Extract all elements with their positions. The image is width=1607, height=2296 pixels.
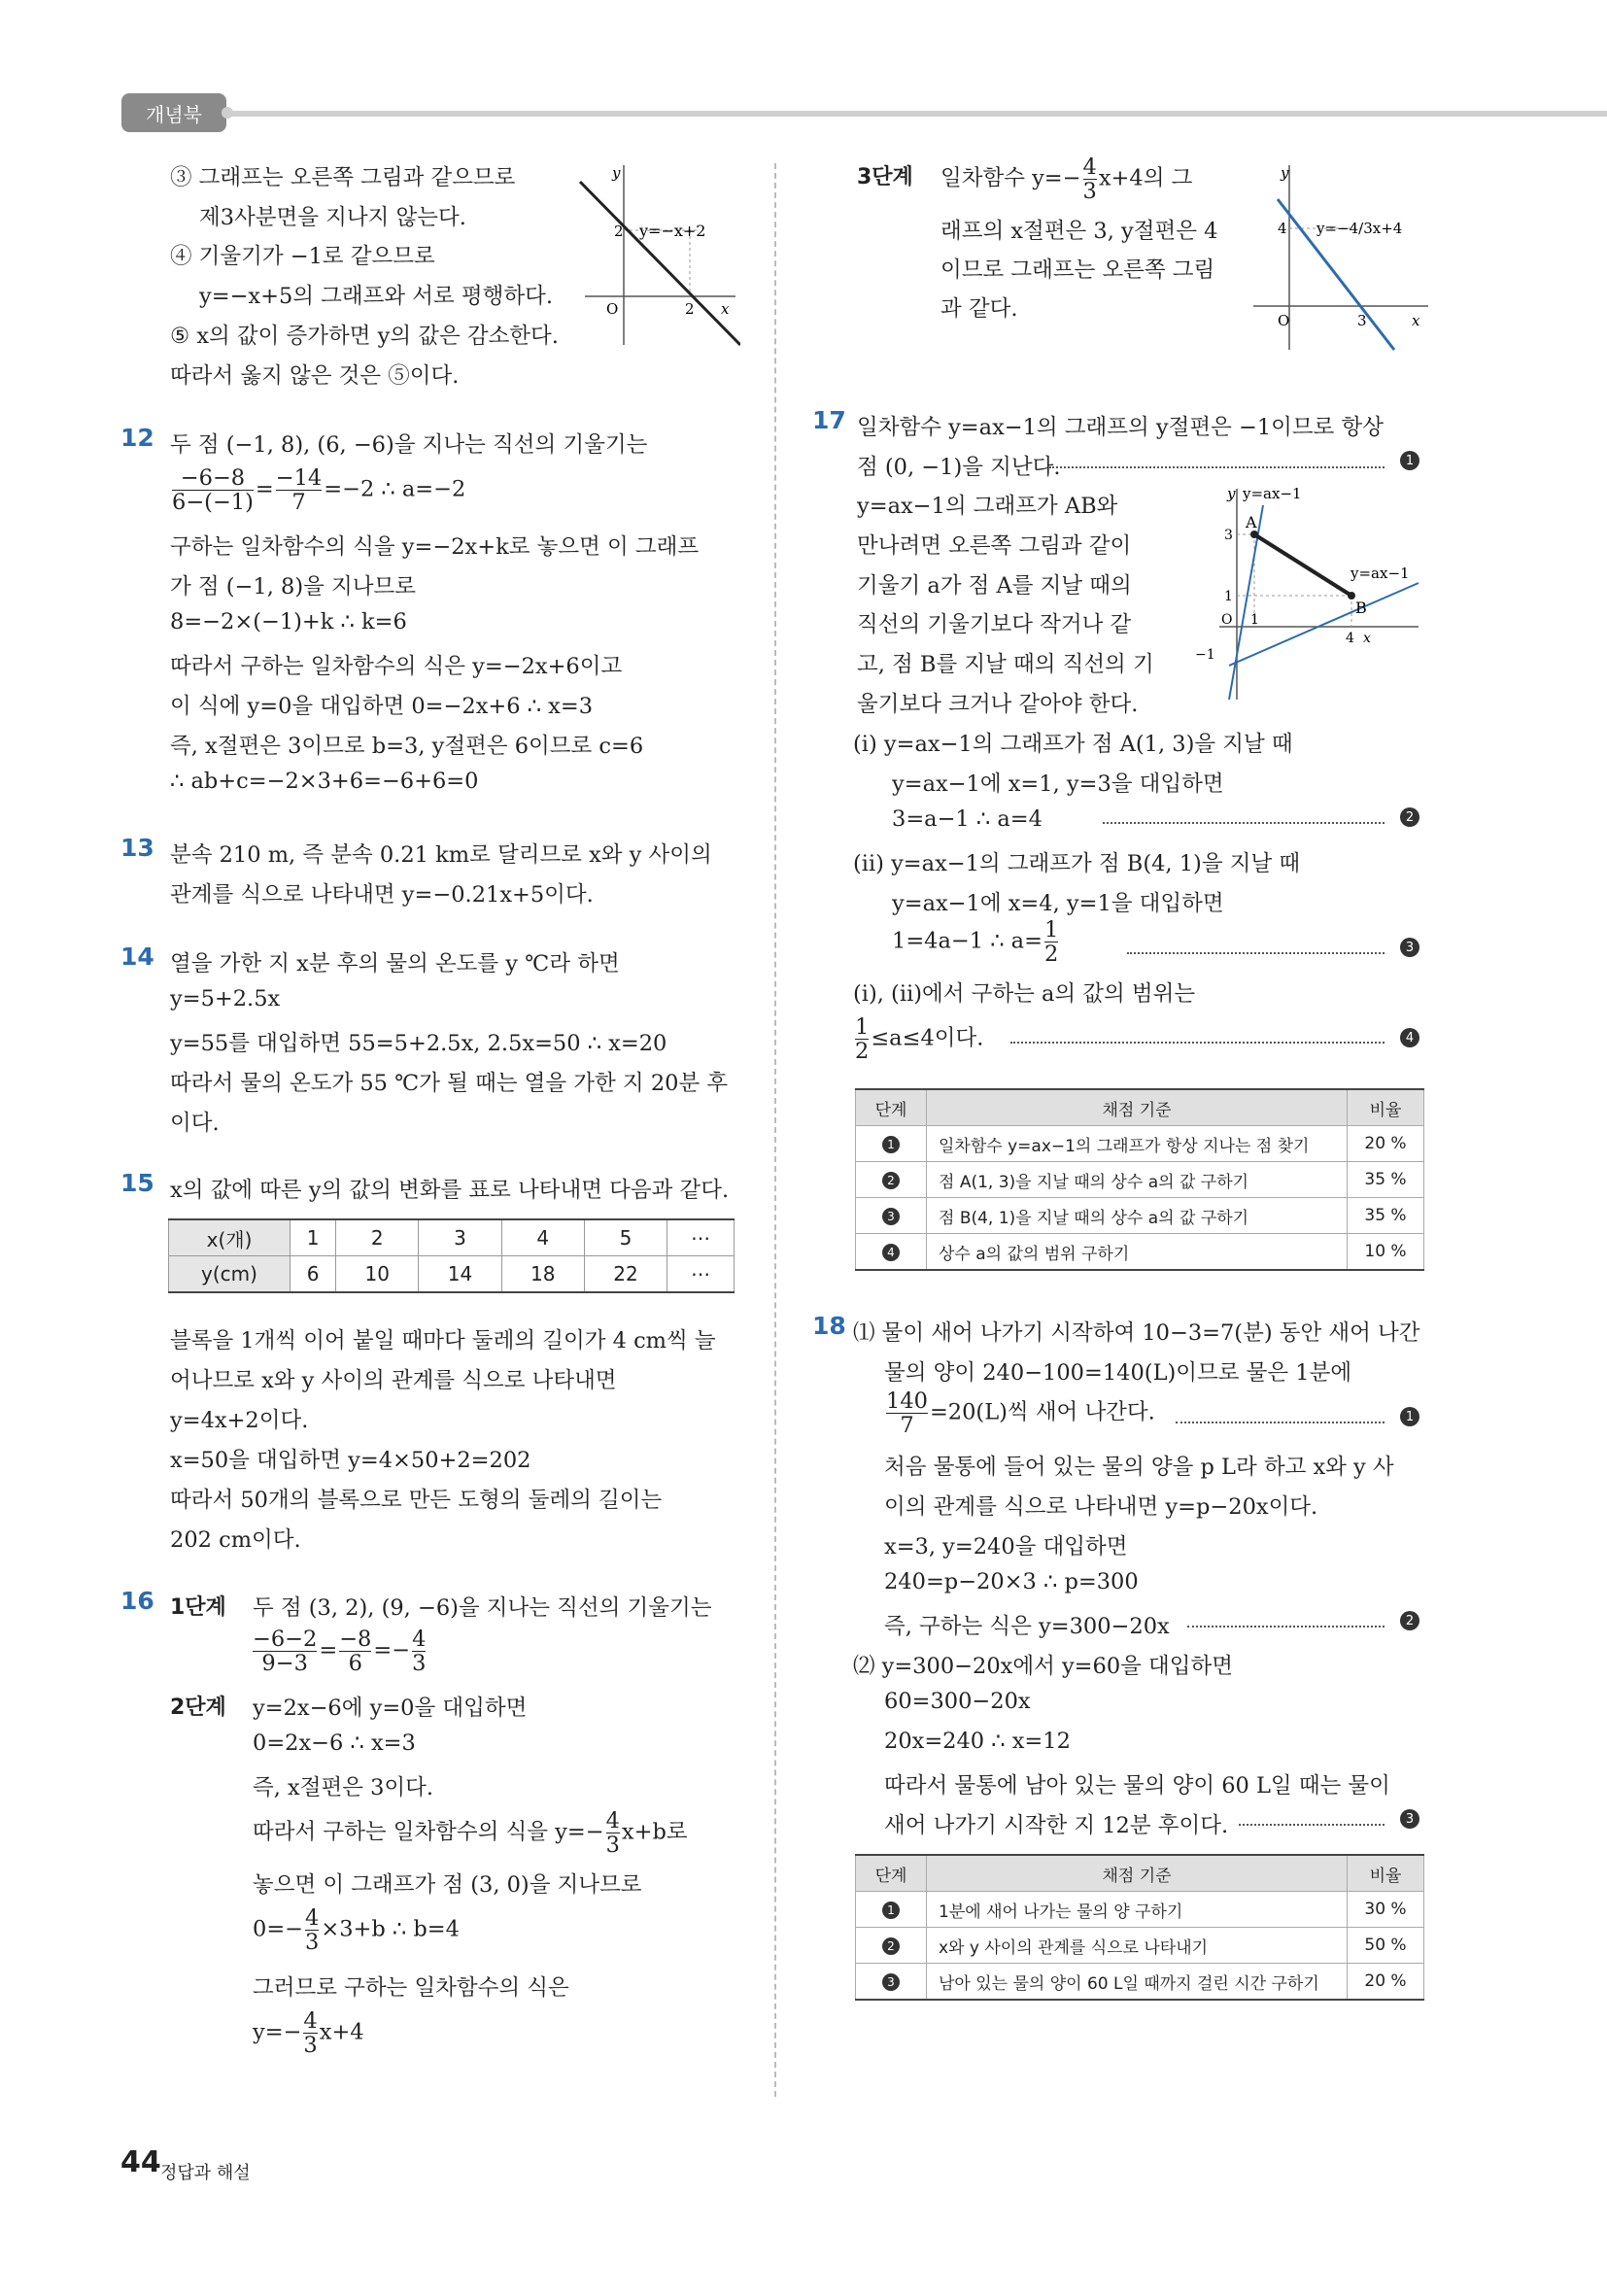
text-line: 60=300−20x <box>884 1689 1031 1714</box>
page-number: 44 <box>120 2145 161 2179</box>
fraction-line: $\frac{1}{2}$ ≤a≤4이다. <box>855 1014 984 1064</box>
table-cell: 20 % <box>1348 1126 1424 1162</box>
tick-2x: 2 <box>685 300 695 318</box>
tick-neg1: −1 <box>1195 647 1215 663</box>
text-line: ∴ ab+c=−2×3+6=−6+6=0 <box>170 769 479 794</box>
table-cell: ⋯ <box>667 1256 735 1293</box>
graph-q17 <box>1190 481 1428 704</box>
step-marker: 2 <box>882 1937 900 1955</box>
step-label: 2단계 <box>170 1696 226 1720</box>
text-line: 열을 가한 지 x분 후의 물의 온도를 y ℃라 하면 <box>170 951 620 977</box>
tick-1x: 1 <box>1250 612 1259 628</box>
text-line: 즉, 구하는 식은 y=300−20x <box>884 1614 1170 1639</box>
text-line: y=−x+5의 그래프와 서로 평행하다. <box>199 284 553 309</box>
table-header: 채점 기준 <box>927 1089 1348 1126</box>
text-line: 점 (0, −1)을 지난다. <box>857 455 1061 480</box>
table-header-row <box>856 1089 1424 1126</box>
value-table <box>168 1218 735 1293</box>
text-line: 과 같다. <box>940 296 1018 322</box>
text-line: 어나므로 x와 y 사이의 관계를 식으로 나타내면 <box>170 1368 617 1393</box>
table-cell: 50 % <box>1348 1928 1424 1964</box>
text-line: 8=−2×(−1)+k ∴ k=6 <box>170 609 407 634</box>
table-header-row <box>856 1855 1424 1892</box>
fraction-line: 일차함수 y=− $\frac{4}{3}$ x+4의 그 <box>940 154 1193 204</box>
step-marker: 2 <box>1400 807 1419 827</box>
line-label-a: y=ax−1 <box>1243 485 1302 502</box>
question-number: 18 <box>812 1312 846 1340</box>
text-line: 일차함수 y=ax−1의 그래프의 y절편은 −1이므로 항상 <box>857 415 1384 440</box>
section-tab: 개념북 <box>121 93 226 132</box>
text-line: x=50을 대입하면 y=4×50+2=202 <box>170 1448 531 1473</box>
text-line: y=ax−1에 x=1, y=3을 대입하면 <box>892 771 1224 797</box>
text-line: 가 점 (−1, 8)을 지나므로 <box>170 574 416 600</box>
fraction-line: $\frac{-6-2}{9-3}$ = $\frac{-8}{6}$ =− $\frac{4}{3}$ <box>253 1627 427 1676</box>
question-number: 12 <box>120 424 154 452</box>
question-number: 14 <box>120 942 154 971</box>
table-cell: 18 <box>501 1256 584 1293</box>
question-number: 13 <box>120 834 154 862</box>
table-row <box>856 1928 1424 1964</box>
table-cell: 10 % <box>1348 1234 1424 1271</box>
text-line: 따라서 구하는 일차함수의 식은 y=−2x+6이고 <box>170 654 623 679</box>
table-header: 비율 <box>1348 1855 1424 1892</box>
tick-2y: 2 <box>614 223 624 240</box>
axis-x-label: x <box>721 300 730 318</box>
table-cell: 22 <box>584 1256 667 1293</box>
table-header: 비율 <box>1348 1089 1424 1126</box>
table-cell: 점 B(4, 1)을 지날 때의 상수 a의 값 구하기 <box>927 1198 1348 1234</box>
scoring-table-q18 <box>855 1854 1424 2001</box>
table-cell: 상수 a의 값의 범위 구하기 <box>927 1234 1348 1271</box>
text-line: 이다. <box>170 1111 220 1136</box>
text-line: 만나려면 오른쪽 그림과 같이 <box>857 533 1132 559</box>
fraction-line: y=− $\frac{4}{3}$ x+4 <box>253 2008 364 2058</box>
line-label-b: y=ax−1 <box>1351 565 1410 582</box>
tick-1y: 1 <box>1224 589 1233 604</box>
table-cell: 3 <box>419 1219 501 1256</box>
fraction-line: 따라서 구하는 일차함수의 식을 y=− $\frac{4}{3}$ x+b로 <box>253 1808 688 1858</box>
text-line: x의 값에 따른 y의 값의 변화를 표로 나타내면 다음과 같다. <box>170 1178 730 1203</box>
text-line: 202 cm이다. <box>170 1527 301 1553</box>
table-row <box>856 1964 1424 2001</box>
text-line: ③ 그래프는 오른쪽 그림과 같으므로 <box>170 165 516 190</box>
tick-4y: 4 <box>1278 220 1287 237</box>
text-line: (ⅰ) y=ax−1의 그래프가 점 A(1, 3)을 지날 때 <box>853 732 1293 757</box>
tick-3x: 3 <box>1357 312 1367 329</box>
table-cell: 5 <box>584 1219 667 1256</box>
table-cell: 30 % <box>1348 1892 1424 1928</box>
text-line: y=5+2.5x <box>170 986 281 1011</box>
tick-3: 3 <box>1224 528 1233 543</box>
table-header: 단계 <box>856 1089 927 1126</box>
table-cell: 2 <box>336 1219 419 1256</box>
step-marker: 1 <box>1400 451 1419 470</box>
text-line: 블록을 1개씩 이어 붙일 때마다 둘레의 길이가 4 cm씩 늘 <box>170 1328 716 1354</box>
header-rule <box>225 111 1607 117</box>
text-line: 그러므로 구하는 일차함수의 식은 <box>253 1975 569 2001</box>
line-label: y=−4/3x+4 <box>1316 220 1403 237</box>
table-row <box>856 1198 1424 1234</box>
text-line: 따라서 물통에 남아 있는 물의 양이 60 L일 때는 물이 <box>884 1773 1390 1799</box>
axis-x-label: x <box>1363 631 1371 646</box>
text-line: 따라서 옳지 않은 것은 ⑤이다. <box>170 363 460 389</box>
text-line: 물의 양이 240−100=140(L)이므로 물은 1분에 <box>884 1360 1352 1386</box>
table-cell: 35 % <box>1348 1162 1424 1198</box>
step-marker: 1 <box>882 1902 900 1919</box>
leader-dots <box>1010 1042 1385 1044</box>
table-cell: 35 % <box>1348 1198 1424 1234</box>
step-marker: 2 <box>882 1172 900 1189</box>
text-line: 래프의 x절편은 3, y절편은 4 <box>940 219 1218 244</box>
table-row <box>169 1219 735 1256</box>
text-line: ④ 기울기가 −1로 같으므로 <box>170 244 435 269</box>
step-marker: 2 <box>1400 1611 1419 1630</box>
fraction-line: 1=4a−1 ∴ a= $\frac{1}{2}$ <box>892 917 1059 967</box>
text-line: 직선의 기울기보다 작거나 같 <box>857 612 1132 637</box>
step-marker: 3 <box>882 1208 900 1225</box>
text-line: ⑵ y=300−20x에서 y=60을 대입하면 <box>853 1654 1233 1679</box>
axis-y-label: y <box>1227 485 1236 502</box>
text-line: 기울기 a가 점 A를 지날 때의 <box>857 573 1132 599</box>
text-line: 고, 점 B를 지날 때의 직선의 기 <box>857 652 1154 677</box>
text-line: ⑴ 물이 새어 나가기 시작하여 10−3=7(분) 동안 새어 나간 <box>853 1320 1420 1346</box>
step-marker: 1 <box>882 1136 900 1153</box>
text-line: y=55를 대입하면 55=5+2.5x, 2.5x=50 ∴ x=20 <box>170 1031 667 1056</box>
table-cell: 10 <box>336 1256 419 1293</box>
column-divider <box>774 163 776 2097</box>
leader-dots <box>1187 1626 1385 1628</box>
table-cell: 6 <box>291 1256 336 1293</box>
origin-label: O <box>606 300 619 318</box>
table-cell: 점 A(1, 3)을 지날 때의 상수 a의 값 구하기 <box>927 1162 1348 1198</box>
text-line: 처음 물통에 들어 있는 물의 양을 p L라 하고 x와 y 사 <box>884 1455 1394 1480</box>
text-line: 20x=240 ∴ x=12 <box>884 1729 1071 1754</box>
text-line: 이 식에 y=0을 대입하면 0=−2x+6 ∴ x=3 <box>170 694 594 719</box>
table-cell: ⋯ <box>667 1219 735 1256</box>
text-line: y=4x+2이다. <box>170 1408 309 1433</box>
table-cell: x와 y 사이의 관계를 식으로 나타내기 <box>927 1928 1348 1964</box>
text-line: (ⅱ) y=ax−1의 그래프가 점 B(4, 1)을 지날 때 <box>853 851 1301 876</box>
text-line: 울기보다 크거나 같아야 한다. <box>857 692 1139 717</box>
leader-dots <box>1127 952 1385 954</box>
table-row <box>856 1234 1424 1271</box>
text-line: 따라서 물의 온도가 55 ℃가 될 때는 열을 가한 지 20분 후 <box>170 1071 729 1096</box>
table-header: 채점 기준 <box>927 1855 1348 1892</box>
table-header: 단계 <box>856 1855 927 1892</box>
step-marker: 1 <box>1400 1407 1419 1426</box>
text-line: 3=a−1 ∴ a=4 <box>892 806 1043 832</box>
table-header-cell: y(cm) <box>169 1256 291 1293</box>
table-row <box>856 1162 1424 1198</box>
tick-4x: 4 <box>1346 631 1354 646</box>
graph-q11 <box>575 160 740 355</box>
step-marker: 3 <box>1400 1809 1419 1829</box>
text-line: y=2x−6에 y=0을 대입하면 <box>253 1696 528 1721</box>
text-line: 구하는 일차함수의 식을 y=−2x+k로 놓으면 이 그래프 <box>170 534 700 560</box>
text-line: 놓으면 이 그래프가 점 (3, 0)을 지나므로 <box>253 1872 642 1898</box>
step-marker: 3 <box>882 1973 900 1991</box>
step-marker: 4 <box>882 1244 900 1261</box>
table-cell: 4 <box>501 1219 584 1256</box>
text-line: 새어 나가기 시작한 지 12분 후이다. <box>884 1813 1229 1838</box>
step-marker: 4 <box>1400 1028 1419 1047</box>
fraction: $\frac{-14}{7}$ <box>275 465 323 515</box>
table-header-cell: x(개) <box>169 1219 291 1256</box>
text-line: (ⅰ), (ⅱ)에서 구하는 a의 값의 범위는 <box>853 981 1196 1007</box>
fraction-line: 0=− $\frac{4}{3}$ ×3+b ∴ b=4 <box>253 1905 460 1955</box>
question-number: 17 <box>812 406 846 434</box>
leader-dots <box>1103 822 1385 824</box>
origin-label: O <box>1221 612 1233 628</box>
text-line: x=3, y=240을 대입하면 <box>884 1534 1128 1559</box>
text-line: 두 점 (3, 2), (9, −6)을 지나는 직선의 기울기는 <box>253 1595 712 1621</box>
text-line: 제3사분면을 지나지 않는다. <box>199 205 466 230</box>
text-line: 이므로 그래프는 오른쪽 그림 <box>940 257 1215 283</box>
origin-label: O <box>1278 312 1290 329</box>
table-cell: 남아 있는 물의 양이 60 L일 때까지 걸린 시간 구하기 <box>927 1964 1348 2001</box>
graph-q16 <box>1248 160 1433 355</box>
text-line: 240=p−20×3 ∴ p=300 <box>884 1569 1139 1594</box>
text-line: 분속 210 m, 즉 분속 0.21 km로 달리므로 x와 y 사이의 <box>170 842 712 868</box>
step-marker: 3 <box>1400 938 1419 957</box>
text-line: 즉, x절편은 3이므로 b=3, y절편은 6이므로 c=6 <box>170 734 644 759</box>
line-label: y=−x+2 <box>639 222 706 240</box>
text-line: 즉, x절편은 3이다. <box>253 1775 434 1800</box>
fraction-line: $\frac{-6-8}{6-(-1)}$ = $\frac{-14}{7}$ =−2 ∴ a=−2 <box>172 465 466 515</box>
table-cell: 20 % <box>1348 1964 1424 2001</box>
table-cell: 1분에 새어 나가는 물의 양 구하기 <box>927 1892 1348 1928</box>
text-line: y=ax−1의 그래프가 AB와 <box>857 494 1118 519</box>
table-cell: 1 <box>291 1219 336 1256</box>
step-label: 3단계 <box>857 165 913 189</box>
text-line: y=ax−1에 x=4, y=1을 대입하면 <box>892 891 1224 916</box>
point-a-label: A <box>1246 513 1257 531</box>
leader-dots <box>1049 466 1385 468</box>
text-line: 0=2x−6 ∴ x=3 <box>253 1731 416 1756</box>
text-line: ⑤ x의 값이 증가하면 y의 값은 감소한다. <box>170 324 559 349</box>
table-cell: 일차함수 y=ax−1의 그래프가 항상 지나는 점 찾기 <box>927 1126 1348 1162</box>
axis-x-label: x <box>1412 312 1420 329</box>
table-row <box>856 1892 1424 1928</box>
question-number: 15 <box>120 1169 154 1197</box>
point-b-label: B <box>1355 599 1367 617</box>
axis-y-label: y <box>1281 164 1289 182</box>
text-line: 두 점 (−1, 8), (6, −6)을 지나는 직선의 기울기는 <box>170 432 648 458</box>
text-line: 이의 관계를 식으로 나타내면 y=p−20x이다. <box>884 1494 1318 1520</box>
table-row <box>856 1126 1424 1162</box>
leader-dots <box>1176 1422 1385 1423</box>
table-cell: 14 <box>419 1256 501 1293</box>
footer-title: 정답과 해설 <box>160 2163 251 2183</box>
step-label: 1단계 <box>170 1595 226 1620</box>
fraction-line: $\frac{140}{7}$ =20(L)씩 새어 나간다. <box>886 1388 1155 1438</box>
text-line: 관계를 식으로 나타내면 y=−0.21x+5이다. <box>170 882 594 908</box>
scoring-table-q17 <box>855 1088 1424 1271</box>
table-row <box>169 1256 735 1293</box>
text-line: 따라서 50개의 블록으로 만든 도형의 둘레의 길이는 <box>170 1488 663 1513</box>
leader-dots <box>1239 1824 1385 1826</box>
fraction: $\frac{-6-8}{6-(-1)}$ <box>172 465 254 515</box>
axis-y-label: y <box>612 164 621 182</box>
question-number: 16 <box>120 1587 154 1615</box>
